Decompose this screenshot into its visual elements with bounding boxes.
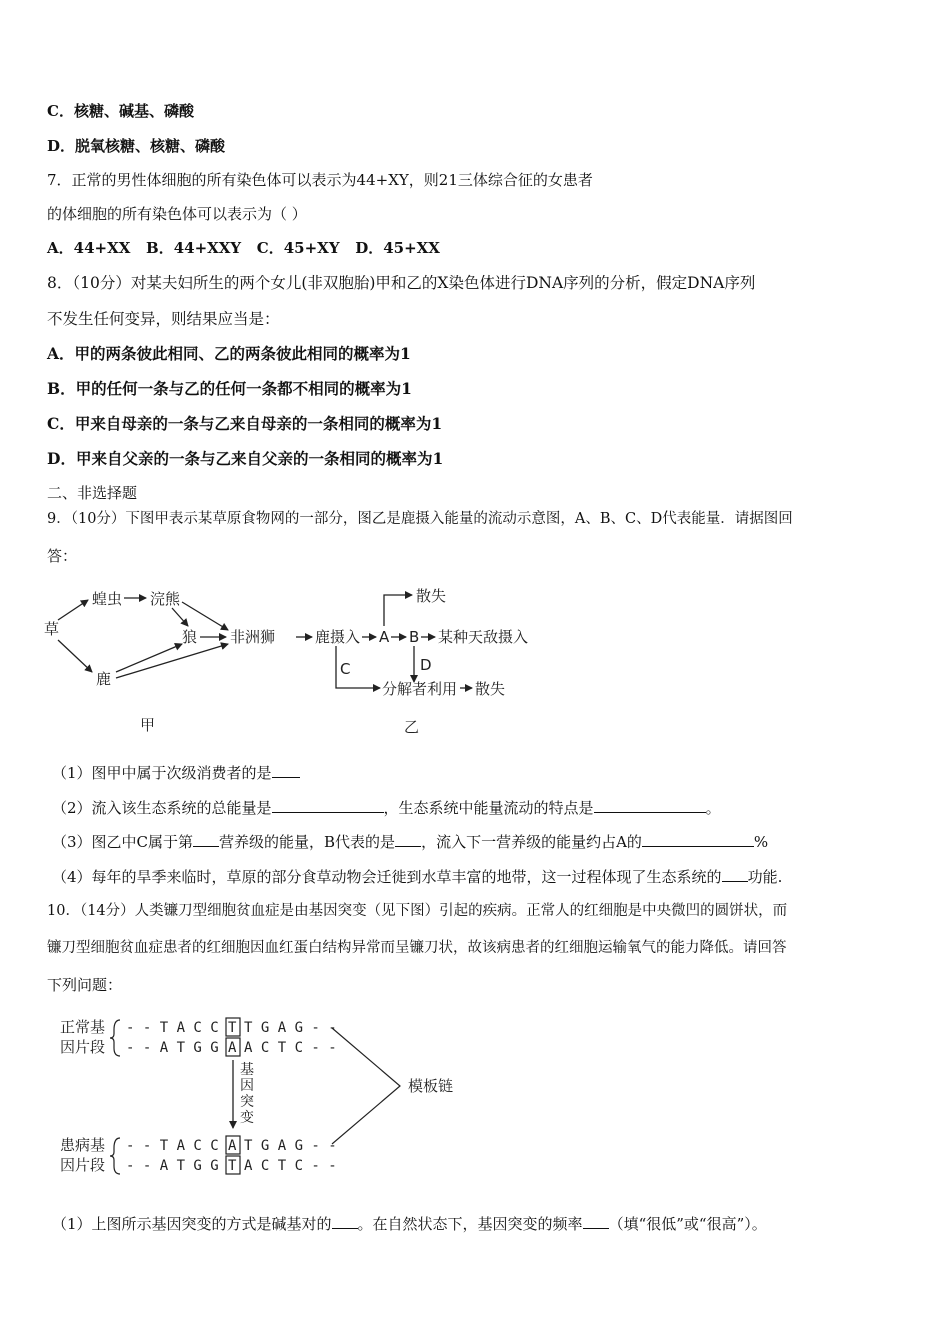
answer-blank[interactable]	[594, 798, 706, 813]
q10-stem-line1: 10．（14分）人类镰刀型细胞贫血症是由基因突变（见下图）引起的疾病。正常人的红细胞是中央微凹的圆饼状，而	[47, 903, 788, 919]
arrow-grass-locust	[58, 600, 88, 620]
node-decomposer: 分解者利用	[382, 680, 458, 698]
patient-label-2: 因片段	[60, 1156, 106, 1174]
q6-option-c: C．核糖、碱基、磷酸	[47, 102, 194, 120]
q9-stem-line1: 9．（10分）下图甲表示某草原食物网的一部分，图乙是鹿摄入能量的流动示意图，A、B、C、D代表能量．请据图回	[47, 511, 793, 527]
normal-label-2: 因片段	[60, 1038, 106, 1056]
mutation-char-1: 基	[240, 1062, 254, 1078]
patient-brace	[110, 1138, 120, 1174]
mutation-char-3: 突	[240, 1094, 254, 1110]
node-loss-top: 散失	[416, 587, 447, 605]
template-pointer	[332, 1028, 400, 1144]
node-intake: 鹿摄入	[315, 628, 361, 646]
answer-blank[interactable]	[272, 763, 300, 778]
patient-bot-pre: - - A T G G	[126, 1158, 219, 1174]
q8-option-d: D．甲来自父亲的一条与乙来自父亲的一条相同的概率为1	[47, 449, 444, 468]
patient-label-1: 患病基	[60, 1136, 106, 1154]
q9-sub2: （2）流入该生态系统的总能量是 ，生态系统中能量流动的特点是 。	[52, 799, 721, 817]
q9-stem-line2: 答：	[47, 547, 78, 565]
patient-bot-post: A C T C - -	[244, 1158, 337, 1174]
q7-options: A．44+XX B．44+XXY C．45+XY D．45+XX	[47, 239, 440, 257]
q9-sub4: （4）每年的旱季来临时，草原的部分食草动物会迁徙到水草丰富的地带，这一过程体现了生态系统的 功能.	[52, 868, 783, 886]
node-b: B	[409, 628, 420, 646]
node-deer: 鹿	[96, 670, 112, 688]
node-wolf: 狼	[182, 628, 198, 646]
node-locust: 蝗虫	[92, 590, 123, 608]
q10-sub1: （1）上图所示基因突变的方式是碱基对的 。在自然状态下，基因突变的频率 （填“很低”或“很高”）。	[52, 1215, 767, 1233]
answer-blank[interactable]	[272, 798, 384, 813]
label-c: C	[340, 660, 351, 678]
arrow-deer-lion	[116, 644, 228, 678]
label-yi: 乙	[404, 718, 420, 736]
q8-option-a: A．甲的两条彼此相同、乙的两条彼此相同的概率为1	[47, 344, 411, 363]
normal-bot-pre: - - A T G G	[126, 1040, 219, 1056]
q7-stem-line2: 的体细胞的所有染色体可以表示为（ ）	[47, 205, 307, 223]
q10-stem-line2: 镰刀型细胞贫血症患者的红细胞因血红蛋白结构异常而呈镰刀状，故该病患者的红细胞运输氧气的能力降低。请回答	[47, 940, 787, 956]
answer-blank[interactable]	[642, 832, 754, 847]
mutation-char-4: 变	[240, 1110, 254, 1126]
patient-bot-box-base: T	[228, 1158, 237, 1174]
answer-blank[interactable]	[193, 832, 219, 847]
arrow-grass-deer	[58, 640, 92, 672]
q9-sub3: （3）图乙中C属于第 营养级的能量，B代表的是 ，流入下一营养级的能量约占A的 %	[52, 833, 769, 851]
arrow-raccoon-lion	[182, 602, 228, 630]
q7-stem-line1: 7．正常的男性体细胞的所有染色体可以表示为44+XY，则21三体综合征的女患者	[47, 171, 593, 189]
node-a: A	[379, 628, 390, 646]
answer-blank[interactable]	[332, 1214, 358, 1229]
q10-figure	[50, 1010, 510, 1190]
patient-top-pre: - - T A C C	[126, 1138, 219, 1154]
node-raccoon: 浣熊	[150, 590, 181, 608]
normal-top-pre: - - T A C C	[126, 1020, 219, 1036]
q9-sub1: （1）图甲中属于次级消费者的是	[52, 762, 300, 784]
node-loss-bottom: 散失	[475, 680, 506, 698]
patient-top-box-base: A	[228, 1138, 237, 1154]
label-d: D	[420, 656, 432, 674]
q8-option-b: B．甲的任何一条与乙的任何一条都不相同的概率为1	[47, 379, 412, 398]
section-heading: 二、非选择题	[47, 484, 138, 502]
arrow-a-loss	[384, 595, 412, 626]
normal-bot-post: A C T C - -	[244, 1040, 337, 1056]
mutation-char-2: 因	[240, 1078, 254, 1094]
node-grass: 草	[44, 620, 60, 638]
normal-bot-box-base: A	[228, 1040, 237, 1056]
answer-blank[interactable]	[583, 1214, 609, 1229]
node-predator: 某种天敌摄入	[438, 628, 529, 646]
q10-stem-line3: 下列问题：	[47, 976, 123, 994]
answer-blank[interactable]	[395, 832, 421, 847]
normal-label-1: 正常基	[60, 1018, 106, 1036]
node-lion: 非洲狮	[230, 628, 276, 646]
template-label: 模板链	[408, 1077, 454, 1095]
normal-top-post: T G A G - -	[244, 1020, 337, 1036]
q8-stem-line1: 8．（10分）对某夫妇所生的两个女儿(非双胞胎)甲和乙的X染色体进行DNA序列的分析，假定DNA序列	[47, 274, 756, 292]
patient-top-post: T G A G - -	[244, 1138, 337, 1154]
q8-option-c: C．甲来自母亲的一条与乙来自母亲的一条相同的概率为1	[47, 414, 443, 433]
normal-top-box-base: T	[228, 1020, 237, 1036]
arrow-raccoon-wolf	[172, 608, 188, 626]
q8-stem-line2: 不发生任何变异，则结果应当是：	[47, 310, 280, 328]
label-jia: 甲	[140, 716, 156, 734]
normal-brace	[110, 1020, 120, 1056]
q9-figure	[40, 580, 580, 740]
q6-option-d: D．脱氧核糖、核糖、磷酸	[47, 137, 226, 155]
answer-blank[interactable]	[722, 867, 748, 882]
